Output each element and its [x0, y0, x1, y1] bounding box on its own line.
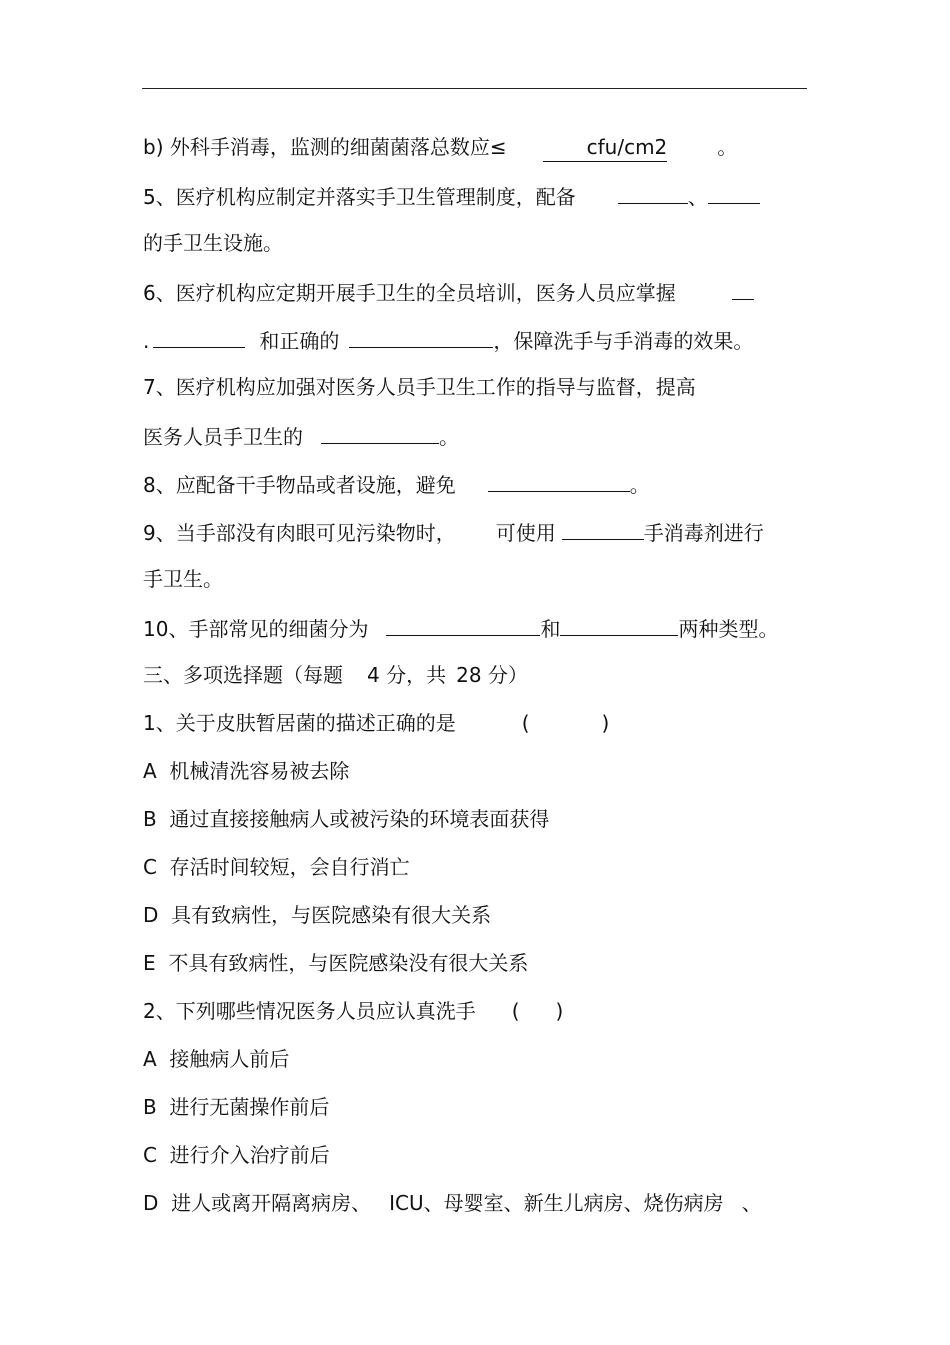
answer-paren-open: (: [521, 711, 530, 735]
option-d-locations: ICU、母婴室、新生儿病房、烧伤病房: [389, 1191, 724, 1215]
question-9-text: 9、当手部没有肉眼可见污染物时，: [143, 521, 456, 545]
question-b: [143, 133, 737, 162]
question-9-mid: 可使用: [495, 521, 556, 545]
section-title: 三、多项选择题（每题: [143, 663, 343, 687]
question-10-text: 10、手部常见的细菌分为: [143, 617, 369, 641]
section-total: 28 分）: [456, 663, 528, 687]
question-6: [143, 277, 754, 307]
fill-blank: [560, 613, 678, 636]
fill-blank: [349, 325, 493, 348]
fill-blank: [708, 181, 760, 204]
option-d: [143, 1189, 762, 1217]
mc-question-1-text: 1、关于皮肤暂居菌的描述正确的是: [143, 711, 456, 735]
question-5-cont: 的手卫生设施。: [143, 231, 283, 255]
dot: .: [143, 329, 150, 353]
question-5: [143, 181, 760, 211]
fill-blank: [618, 181, 688, 204]
fill-blank: [562, 517, 644, 540]
fill-blank: [488, 469, 630, 492]
fill-blank: [386, 613, 540, 636]
question-6-cont: [143, 325, 753, 355]
header-rule: [142, 88, 807, 89]
fill-blank: [732, 277, 754, 300]
trailing-comma: 、: [741, 1191, 762, 1215]
question-9-tail: 手消毒剂进行: [643, 521, 764, 545]
mc-question-2-text: 2、下列哪些情况医务人员应认真洗手: [143, 999, 476, 1023]
option-e: E 不具有致病性，与医院感染没有很大关系: [143, 951, 529, 975]
option-c: C 存活时间较短，会自行消亡: [143, 855, 410, 879]
question-8-text: 8、应配备干手物品或者设施，避免: [143, 473, 456, 497]
question-6-tail: ，保障洗手与手消毒的效果。: [493, 329, 754, 353]
question-9-cont: 手卫生。: [143, 567, 223, 591]
mc-question-1: [143, 709, 609, 737]
option-b: B 进行无菌操作前后: [143, 1095, 330, 1119]
section-score: 4 分，共: [367, 663, 447, 687]
unit-label: cfu/cm2: [586, 135, 668, 159]
separator: 、: [687, 185, 708, 209]
period: 。: [629, 473, 650, 497]
option-a: A 接触病人前后: [143, 1047, 290, 1071]
cfu-blank: [543, 133, 668, 162]
question-6-text: 6、医疗机构应定期开展手卫生的全员培训，医务人员应掌握: [143, 281, 676, 305]
question-7: 7、医疗机构应加强对医务人员手卫生工作的指导与监督，提高: [143, 375, 696, 399]
option-d-text: D 进人或离开隔离病房、: [143, 1191, 372, 1215]
period: 。: [439, 425, 459, 449]
option-c: C 进行介入治疗前后: [143, 1143, 330, 1167]
option-d: D 具有致病性，与医院感染有很大关系: [143, 903, 492, 927]
answer-paren-open: (: [511, 999, 520, 1023]
question-9: [143, 517, 764, 547]
question-b-text: b) 外科手消毒，监测的细菌菌落总数应≤: [143, 135, 507, 159]
section-heading: [143, 661, 528, 689]
period: 。: [717, 135, 738, 159]
answer-paren-close: ): [555, 999, 564, 1023]
answer-paren-close: ): [601, 711, 610, 735]
fill-blank: [321, 421, 439, 444]
question-10: [143, 613, 778, 643]
mc-question-2: [143, 997, 563, 1025]
question-10-tail: 两种类型。: [678, 617, 779, 641]
fill-blank: [153, 325, 245, 348]
question-7-cont: [143, 421, 459, 451]
question-8: [143, 469, 650, 499]
question-7-text: 医务人员手卫生的: [143, 425, 303, 449]
connector-text: 和: [540, 617, 561, 641]
question-5-text: 5、医疗机构应制定并落实手卫生管理制度，配备: [143, 185, 576, 209]
connector-text: 和正确的: [259, 329, 340, 353]
option-b: B 通过直接接触病人或被污染的环境表面获得: [143, 807, 550, 831]
option-a: A 机械清洗容易被去除: [143, 759, 350, 783]
